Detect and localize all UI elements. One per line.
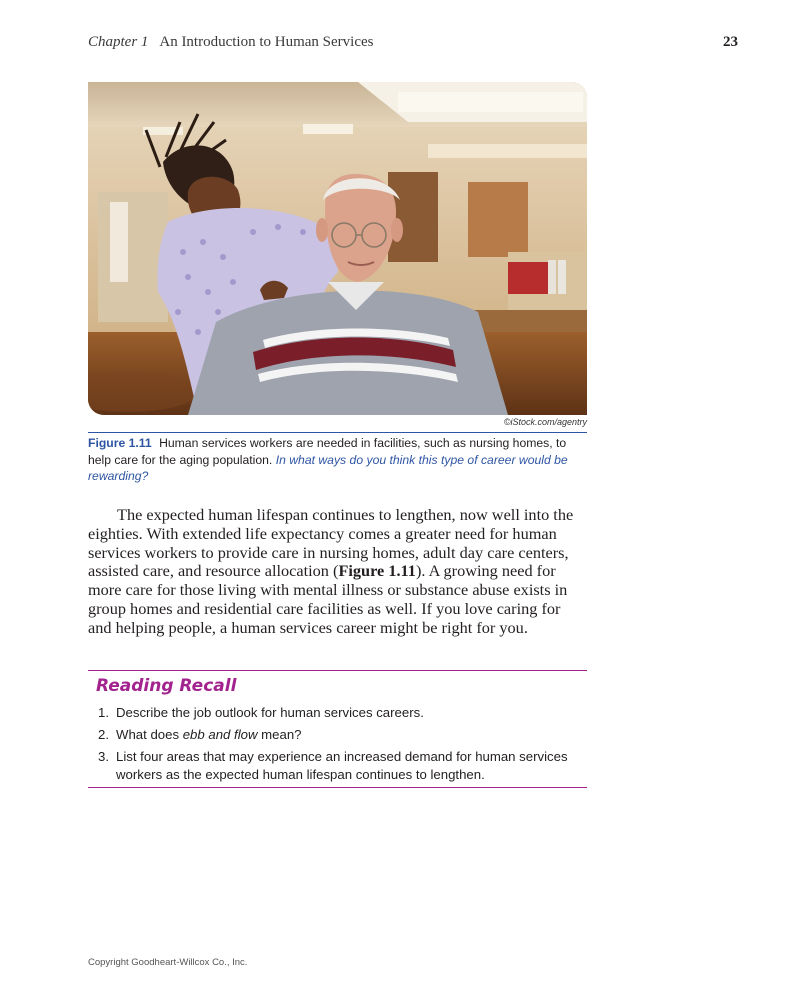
figure-question: In what ways do you think this type of career would be rewarding?: [88, 452, 568, 483]
recall-item-text-end: mean?: [257, 727, 302, 742]
running-head: [88, 34, 738, 51]
body-paragraph: [88, 506, 587, 638]
recall-item-number: 1.: [98, 705, 109, 720]
page-number: 23: [723, 34, 738, 50]
figure-label: Figure 1.11: [88, 436, 152, 450]
body-text-after: ). A growing need for more care for those living with mental illness or substance abuse exists in group homes and residential care facilities as well. If you love caring for and helping people, a human services career might be right for you.: [88, 561, 568, 637]
recall-item-emphasis: ebb and flow: [182, 727, 258, 742]
reading-recall-list: [88, 704, 586, 788]
recall-item: [88, 748, 586, 784]
recall-item-text: Describe the job outlook for human services careers.: [116, 705, 424, 720]
figure-caption-text: Human services workers are needed in facilities, such as nursing homes, to help care for the aging population.: [88, 436, 567, 467]
chapter-title: An Introduction to Human Services: [159, 34, 374, 50]
reading-recall-box: [88, 670, 587, 788]
figure-reference: Figure 1.11: [338, 561, 416, 581]
chapter-label: Chapter 1: [88, 34, 149, 50]
nursing-home-photo: [88, 82, 587, 415]
recall-item-text: List four areas that may experience an increased demand for human services workers as the expected human lifespan continues to lengthen.: [116, 749, 568, 782]
photo-credit: ©iStock.com/agentry: [503, 417, 587, 427]
recall-item-number: 3.: [98, 749, 109, 764]
caption-rule: [88, 432, 587, 433]
recall-item: [88, 704, 586, 722]
reading-recall-title: Reading Recall: [96, 676, 237, 696]
copyright-footer: Copyright Goodheart-Willcox Co., Inc.: [88, 957, 248, 968]
recall-item-text: What does: [116, 727, 183, 742]
recall-item: [88, 726, 586, 744]
figure-caption: [88, 435, 587, 485]
body-text-before: The expected human lifespan continues to lengthen, now well into the eighties. With extended life expectancy comes a greater need for human services workers to provide care in nursing homes, adult day care centers, assisted care, and resource allocation (: [88, 505, 574, 581]
recall-item-number: 2.: [98, 727, 109, 742]
